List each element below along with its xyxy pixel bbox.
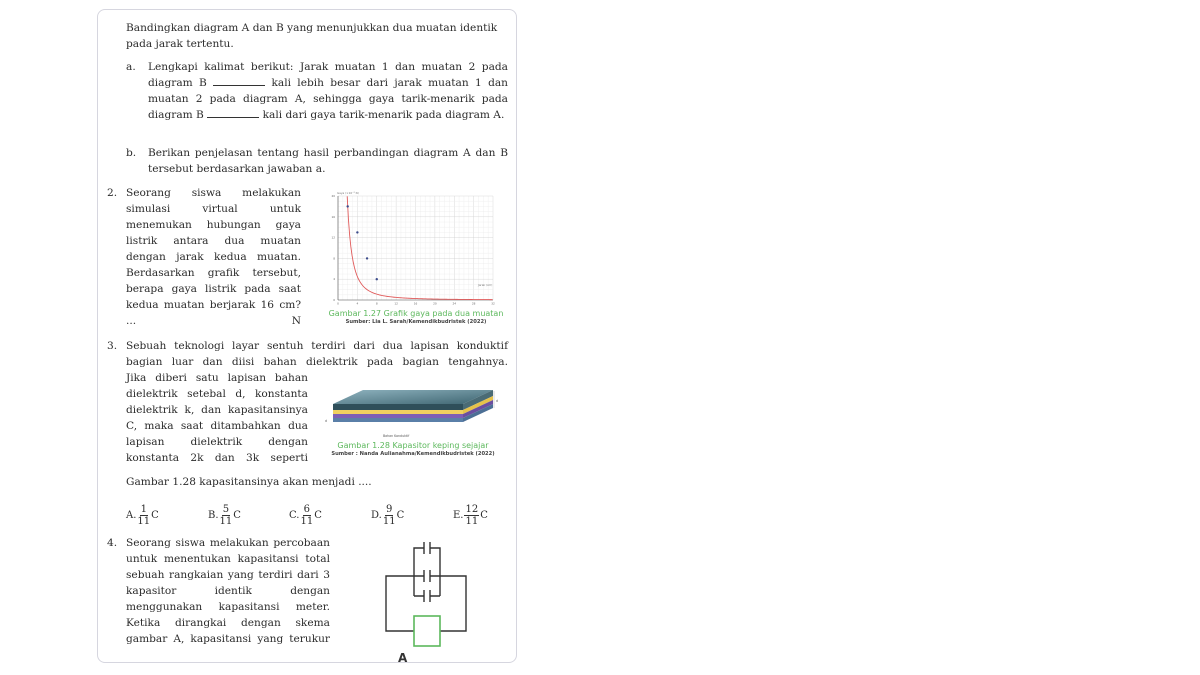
chart-x-ticks xyxy=(337,302,495,306)
q3-number: 3. xyxy=(107,340,118,352)
q3-text-bottom: Gambar 1.28 kapasitansinya akan menjadi .... xyxy=(126,476,372,488)
x-tick-label: 12 xyxy=(394,301,398,306)
dielectric-layer-purple xyxy=(333,414,463,418)
chart-title: Gaya (×10⁻² N) xyxy=(337,191,359,195)
q4-text: Seorang siswa melakukan percobaan untuk menentukan kapasitansi total sebuah rangkaian yang terdiri dari 3 kapasitor identik dengan menggunakan kapasitansi meter. Ketika dirangkai dengan skema gambar A, kapasitansi yang terukur xyxy=(126,537,330,645)
option-b[interactable]: B. $\frac{5}{11}$ C xyxy=(208,504,241,527)
answer-blank-1[interactable] xyxy=(213,76,265,86)
answer-blank-2[interactable] xyxy=(207,108,259,118)
y-tick-label: 0 xyxy=(333,298,335,302)
option-e[interactable]: E. $\frac{12}{11}$ C xyxy=(453,504,488,527)
x-tick-label: 16 xyxy=(413,301,418,306)
data-point xyxy=(376,278,378,280)
x-tick-label: 0 xyxy=(337,301,339,306)
x-tick-label: 20 xyxy=(433,301,437,306)
y-tick-label: 12 xyxy=(331,235,335,240)
option-a[interactable]: A. $\frac{1}{11}$ C xyxy=(126,504,159,527)
y-tick-label: 16 xyxy=(331,214,335,219)
option-c[interactable]: C. $\frac{6}{11}$ C xyxy=(289,504,322,527)
capacitor-circuit-diagram xyxy=(378,536,478,662)
bottom-plate xyxy=(333,418,463,422)
q1a-marker: a. xyxy=(126,61,136,73)
label-d: d xyxy=(325,419,328,423)
figure-1-28-caption: Gambar 1.28 Kapasitor keping sejajar xyxy=(337,441,489,450)
q3-text-top: Sebuah teknologi layar sentuh terdiri dari dua lapisan konduktif bagian luar dan diisi bahan dielektrik pada bagian tengahnya. xyxy=(126,340,508,368)
x-tick-label: 24 xyxy=(452,301,457,306)
q3-text-side: Jika diberi satu lapisan bahan dielektrik setebal d, konstanta dielektrik k, dan kapasitansinya C, maka saat ditambahkan dua lapisan dielektrik dengan konstanta 2k dan 3k seperti xyxy=(126,372,308,464)
q1b-marker: b. xyxy=(126,147,137,159)
chart-legend: Jarak (cm) xyxy=(478,283,493,287)
document-card xyxy=(97,9,517,663)
y-tick-label: 8 xyxy=(333,256,335,261)
figure-1-27-source: Sumber: Lia L. Sarah/Kemendikbudristek (2022) xyxy=(345,319,487,325)
x-tick-label: 8 xyxy=(375,301,378,306)
y-tick-label: 20 xyxy=(331,194,335,198)
x-tick-label: 28 xyxy=(471,301,476,306)
figure-1-27-caption: Gambar 1.27 Grafik gaya pada dua muatan xyxy=(328,309,504,318)
q2-text: Seorang siswa melakukan simulasi virtual untuk menemukan hubungan gaya listrik antara dua muatan dengan jarak kedua muatan. Berdasarkan grafik tersebut, berapa gaya listrik pada saat kedua muatan berjarak 16 cm? ... N xyxy=(126,187,301,327)
plate-edge-dark xyxy=(333,404,463,410)
q2-number: 2. xyxy=(107,187,118,199)
data-point xyxy=(366,257,368,259)
dielectric-layer-yellow xyxy=(333,410,463,414)
q4-number: 4. xyxy=(107,537,118,549)
data-point xyxy=(346,205,348,207)
figure-1-28-source: Sumber : Nanda Aulianahma/Kemendikbudristek (2022) xyxy=(331,451,495,457)
option-d[interactable]: D. $\frac{9}{11}$ C xyxy=(371,504,405,527)
capacitance-meter xyxy=(414,616,440,646)
q1a-text: Lengkapi kalimat berikut: Jarak muatan 1 dan muatan 2 pada diagram B kali lebih besar dari jarak muatan 1 dan muatan 2 pada diagram A, sehingga gaya tarik-menarik pada diagram B kali dari gaya tarik-menarik pada diagram A. xyxy=(148,61,508,121)
data-point xyxy=(356,231,358,233)
force-distance-chart xyxy=(328,186,498,310)
label-d-right: d xyxy=(496,399,499,403)
y-tick-label: 4 xyxy=(333,277,335,282)
q1b-text: Berikan penjelasan tentang hasil perbandingan diagram A dan B tersebut berdasarkan jawaban a. xyxy=(148,147,508,175)
chart-y-ticks xyxy=(331,194,335,302)
q1-intro: Bandingkan diagram A dan B yang menunjukkan dua muatan identik pada jarak tertentu. xyxy=(126,22,498,50)
diagram-label-a: A xyxy=(398,651,408,662)
capacitor-plate-figure xyxy=(323,382,503,444)
x-tick-label: 4 xyxy=(356,301,359,306)
label-conductor: Bahan Konduktif xyxy=(383,434,410,438)
x-tick-label: 32 xyxy=(491,301,495,306)
